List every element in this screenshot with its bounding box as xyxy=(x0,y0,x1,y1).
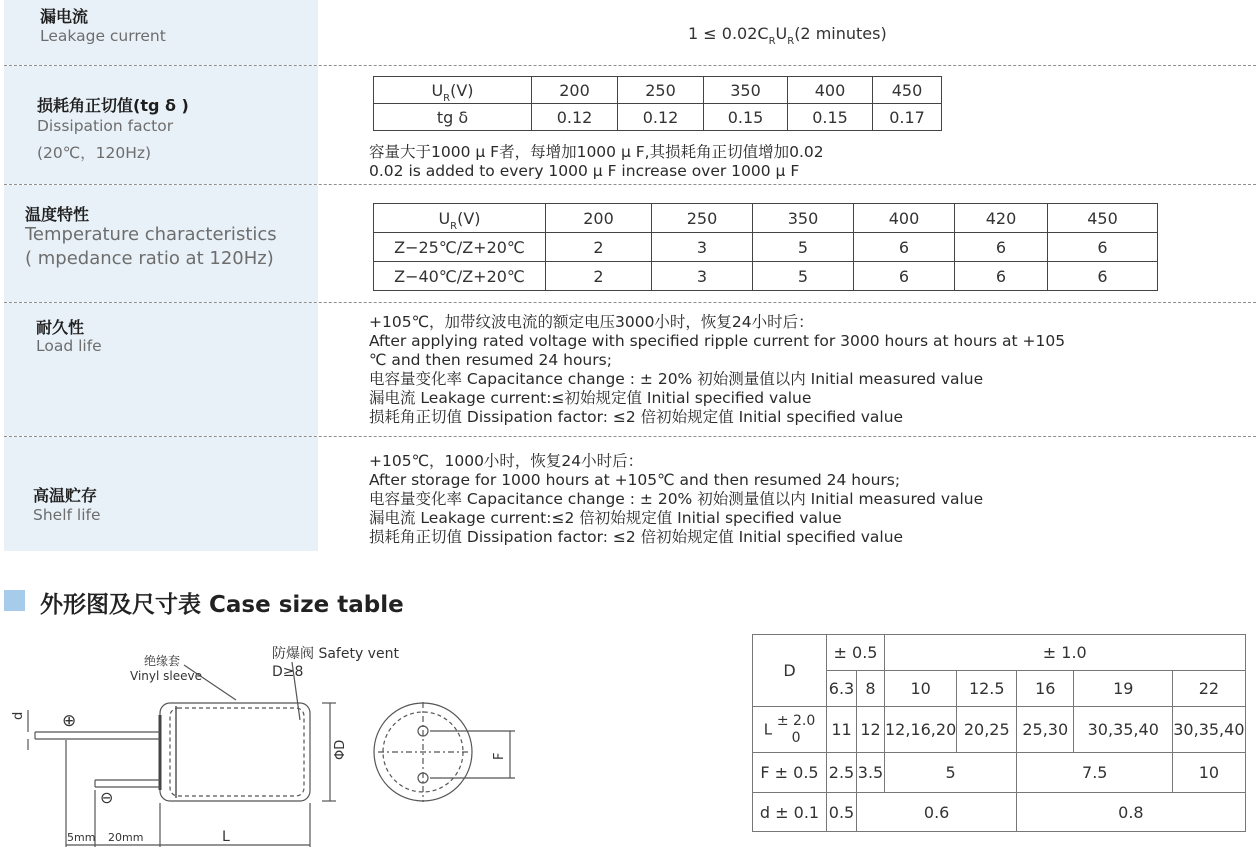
temperature-label-cond: ( mpedance ratio at 120Hz) xyxy=(25,248,274,269)
table-cell: 5 xyxy=(753,233,854,262)
table-cell: 3 xyxy=(652,262,753,291)
table-cell: 0.5 xyxy=(827,793,857,832)
voltage-header: $U_R(V)$ xyxy=(374,77,532,104)
table-cell: 6 xyxy=(955,233,1048,262)
table-cell: 19 xyxy=(1074,671,1173,707)
table-cell: 200 xyxy=(532,77,618,104)
load-life-line: 漏电流 Leakage current:≤初始规定值 Initial specified value xyxy=(369,389,812,407)
leakage-label-en: Leakage current xyxy=(40,27,166,45)
leakage-label-cn: 漏电流 xyxy=(40,7,89,26)
voltage-header: $U_R(V)$ xyxy=(374,204,546,233)
load-life-line: +105℃，加带纹波电流的额定电压3000小时，恢复24小时后： xyxy=(369,313,814,331)
leakage-formula: $1 \le 0.02C_RU_R(2$ minutes) xyxy=(688,24,887,47)
dim-20mm-label: 20mm xyxy=(108,831,144,844)
table-cell: 16 xyxy=(1017,671,1074,707)
table-cell: 6 xyxy=(1048,262,1158,291)
table-cell: 200 xyxy=(546,204,652,233)
table-cell: 12,16,20 xyxy=(885,707,957,753)
vent-condition: D≥8 xyxy=(272,664,304,680)
shelf-life-line: 漏电流 Leakage current:≤2 倍初始规定值 Initial specified value xyxy=(369,509,842,527)
table-cell: 250 xyxy=(652,204,753,233)
dissipation-label-cond: (20℃，120Hz) xyxy=(37,144,152,162)
sleeve-label-en: Vinyl sleeve xyxy=(130,669,202,683)
table-row xyxy=(374,204,1158,233)
table-cell: 12.5 xyxy=(957,671,1017,707)
table-cell: 0.17 xyxy=(873,104,942,131)
table-cell: 25,30 xyxy=(1017,707,1074,753)
temperature-table xyxy=(373,203,1158,291)
table-cell: 3.5 xyxy=(857,753,885,793)
table-cell: 10 xyxy=(1173,753,1245,793)
table-cell: 3 xyxy=(652,233,753,262)
table-cell: 2 xyxy=(546,262,652,291)
table-cell: 12 xyxy=(857,707,885,753)
load-life-line: ℃ and then resumed 24 hours; xyxy=(369,351,612,369)
f-header: F ± 0.5 xyxy=(753,753,827,793)
sleeve-label-cn: 绝缘套 xyxy=(144,654,181,668)
vent-label: 防爆阀 Safety vent xyxy=(272,646,399,662)
dissipation-note-cn: 容量大于1000 μ F者，每增加1000 μ F,其损耗角正切值增加0.02 xyxy=(369,143,824,161)
load-life-line: 电容量变化率 Capacitance change : ± 20% 初始测量值以内 Initial measured value xyxy=(369,370,984,388)
plus-marker: ⊕ xyxy=(62,711,77,731)
table-row xyxy=(374,104,942,131)
table-cell: 350 xyxy=(753,204,854,233)
table-row xyxy=(374,262,1158,291)
table-cell: 30,35,40 xyxy=(1173,707,1245,753)
table-row xyxy=(753,753,1246,793)
table-cell: 6 xyxy=(854,233,955,262)
table-cell: 420 xyxy=(955,204,1048,233)
load-life-line: 损耗角正切值 Dissipation factor: ≤2 倍初始规定值 Initial specified value xyxy=(369,408,904,426)
shelf-life-line: +105℃，1000小时，恢复24小时后： xyxy=(369,452,644,470)
table-cell: 11 xyxy=(827,707,857,753)
section-title: 外形图及尺寸表 Case size table xyxy=(40,592,404,618)
shelf-life-line: 损耗角正切值 Dissipation factor: ≤2 倍初始规定值 Initial specified value xyxy=(369,528,904,546)
l-header: L ± 2.0 0 xyxy=(753,707,827,753)
shelf-life-line: After storage for 1000 hours at +105℃ and then resumed 24 hours; xyxy=(369,471,901,489)
load-life-label-cn: 耐久性 xyxy=(36,318,85,337)
table-cell: 30,35,40 xyxy=(1074,707,1173,753)
table-cell: 0.15 xyxy=(788,104,873,131)
table-cell: 5 xyxy=(753,262,854,291)
minus-marker: ⊖ xyxy=(100,788,114,807)
table-row xyxy=(374,77,942,104)
leakage-row xyxy=(0,0,1256,65)
tolerance-10: ± 1.0 xyxy=(885,635,1246,671)
dim-D-label: ΦD xyxy=(333,739,348,760)
table-cell: 7.5 xyxy=(1017,753,1173,793)
table-cell: 6 xyxy=(854,262,955,291)
table-cell: 350 xyxy=(704,77,788,104)
dissipation-label-cn: 损耗角正切值(tg δ ) xyxy=(37,96,189,115)
table-row xyxy=(753,635,1246,671)
table-cell: 0.8 xyxy=(1017,793,1245,832)
table-cell: 20,25 xyxy=(957,707,1017,753)
table-cell: 6 xyxy=(955,262,1048,291)
table-cell: 6 xyxy=(1048,233,1158,262)
table-cell: 400 xyxy=(854,204,955,233)
table-cell: 2.5 xyxy=(827,753,857,793)
capacitor-outline-drawing xyxy=(0,640,540,851)
table-cell: 450 xyxy=(1048,204,1158,233)
dim-L-label: L xyxy=(222,829,230,845)
dissipation-label-en: Dissipation factor xyxy=(37,117,174,135)
d-small-header: d ± 0.1 xyxy=(753,793,827,832)
table-row xyxy=(753,707,1246,753)
shelf-life-line: 电容量变化率 Capacitance change : ± 20% 初始测量值以内 Initial measured value xyxy=(369,490,984,508)
table-row xyxy=(374,233,1158,262)
table-cell: 0.12 xyxy=(618,104,704,131)
table-cell: 0.15 xyxy=(704,104,788,131)
table-cell: 8 xyxy=(857,671,885,707)
temperature-label-en: Temperature characteristics xyxy=(25,224,277,245)
case-size-table xyxy=(752,634,1246,832)
dim-d-label: d xyxy=(11,711,26,720)
table-cell: 6.3 xyxy=(827,671,857,707)
table-cell: 0.6 xyxy=(857,793,1017,832)
dim-5mm-label: 5mm xyxy=(67,831,96,844)
dissipation-table xyxy=(373,76,942,131)
table-cell: 5 xyxy=(885,753,1017,793)
load-life-label-en: Load life xyxy=(36,337,102,355)
table-cell: 400 xyxy=(788,77,873,104)
table-cell: 0.12 xyxy=(532,104,618,131)
section-marker xyxy=(4,590,25,611)
table-row xyxy=(753,793,1246,832)
table-cell: 22 xyxy=(1173,671,1245,707)
row-label: Z−40℃/Z+20℃ xyxy=(374,262,546,291)
load-life-line: After applying rated voltage with specified ripple current for 3000 hours at hours at +105 xyxy=(369,332,1066,350)
row-label: tg δ xyxy=(374,104,532,131)
table-cell: 450 xyxy=(873,77,942,104)
d-header: D xyxy=(753,635,827,707)
row-label: Z−25℃/Z+20℃ xyxy=(374,233,546,262)
table-cell: 2 xyxy=(546,233,652,262)
table-cell: 250 xyxy=(618,77,704,104)
tolerance-05: ± 0.5 xyxy=(827,635,885,671)
shelf-life-label-en: Shelf life xyxy=(33,506,101,524)
table-cell: 10 xyxy=(885,671,957,707)
dissipation-note-en: 0.02 is added to every 1000 μ F increase over 1000 μ F xyxy=(369,162,800,180)
dim-F-label: F xyxy=(492,752,507,760)
table-row xyxy=(753,671,1246,707)
shelf-life-label-cn: 高温贮存 xyxy=(33,486,98,505)
temperature-label-cn: 温度特性 xyxy=(25,205,90,224)
